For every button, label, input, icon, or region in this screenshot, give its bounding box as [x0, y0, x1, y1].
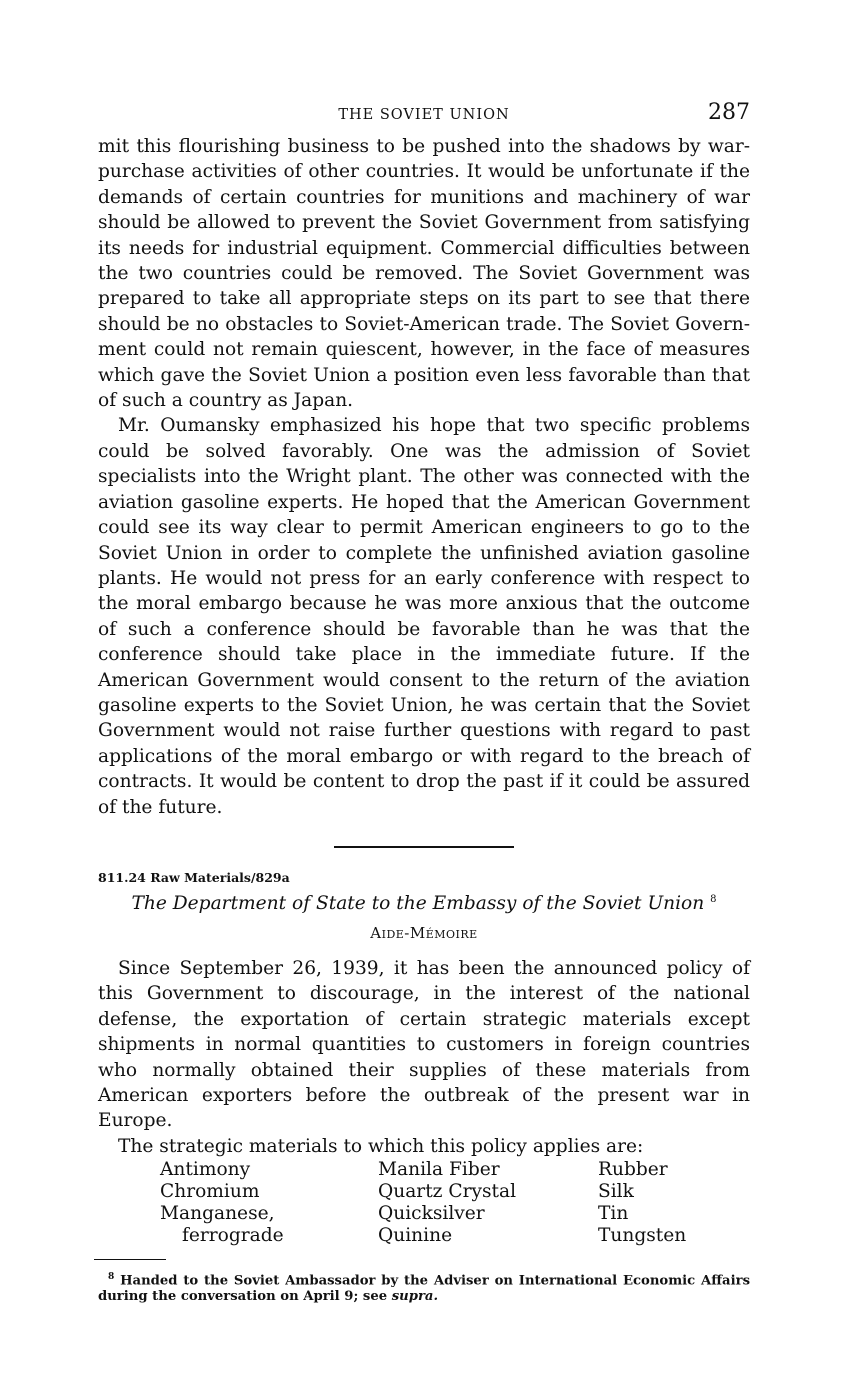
file-reference: 811.24 Raw Materials/829a	[98, 869, 290, 885]
material-item: Tungsten	[598, 1225, 687, 1247]
materials-column-1	[160, 1159, 378, 1247]
material-item: Antimony	[160, 1159, 251, 1181]
material-item: Rubber	[598, 1159, 668, 1181]
document-title-text: The Department of State to the Embassy of the Soviet Union	[131, 892, 705, 914]
footnote-reference: 8	[710, 893, 717, 905]
footnote	[98, 1270, 750, 1303]
material-item: Quicksilver	[378, 1203, 485, 1225]
footnote-divider	[94, 1259, 166, 1260]
footnote-marker: 8	[108, 1272, 115, 1283]
page-number: 287	[708, 100, 750, 125]
document-paragraph-1: Since September 26, 1939, it has been the announced policy of this Government to discourage, in the interest of the national defense, the exportation of certain strategic materials except shipments in normal quantities to customers in foreign countries who normally obtained their supplies of these materials from American exporters before the outbreak of the present war in Europe.	[98, 957, 750, 1132]
document-paragraph-2: The strategic materials to which this policy applies are:	[118, 1135, 644, 1157]
material-item: Manila Fiber	[378, 1159, 500, 1181]
document-title	[98, 893, 750, 914]
material-item: Quinine	[378, 1225, 453, 1247]
materials-column-3	[598, 1159, 748, 1247]
material-item: Tin	[598, 1203, 629, 1225]
material-item: Chromium	[160, 1181, 260, 1203]
materials-list	[160, 1159, 750, 1247]
materials-column-2	[378, 1159, 598, 1247]
footnote-italic: supra.	[391, 1288, 439, 1304]
running-title: THE SOVIET UNION	[338, 107, 510, 123]
page	[98, 100, 750, 1304]
document-subtitle: Aide-Mémoire	[370, 923, 478, 942]
section-divider	[334, 846, 514, 848]
material-item: Quartz Crystal	[378, 1181, 517, 1203]
material-item: Silk	[598, 1181, 634, 1203]
body-paragraph-1: mit this flourishing business to be pushed into the shadows by war-purchase activities of other countries. It would be unfortunate if the demands of certain countries for munitions and machinery of war should be allowed to prevent the Soviet Government from satisfying its needs for industrial equipment. Commercial difficulties between the two countries could be removed. The Soviet Government was prepared to take all appropriate steps on its part to see that there should be no obstacles to Soviet-American trade. The Soviet Government could not remain quiescent, however, in the face of measures which gave the Soviet Union a position even less favorable than that of such a country as Japan.	[98, 136, 750, 412]
material-item: ferrograde	[182, 1225, 284, 1247]
material-item: Manganese,	[160, 1203, 275, 1225]
running-head	[98, 100, 750, 134]
footnote-text: Handed to the Soviet Ambassador by the Adviser on International Economic Affairs during the conversation on April 9; see	[98, 1273, 750, 1304]
body-paragraph-2: Mr. Oumansky emphasized his hope that two specific problems could be solved favorably. One was the admission of Soviet specialists into the Wright plant. The other was connected with the aviation gasoline experts. He hoped that the American Government could see its way clear to permit American engineers to go to the Soviet Union in order to complete the unfinished aviation gasoline plants. He would not press for an early conference with respect to the moral embargo because he was more anxious that the outcome of such a conference should be favorable than he was that the conference should take place in the immediate future. If the American Government would consent to the return of the aviation gasoline experts to the Soviet Union, he was certain that the Soviet Government would not raise further questions with regard to past applications of the moral embargo or with regard to the breach of contracts. It would be content to drop the past if it could be assured of the future.	[98, 415, 750, 818]
